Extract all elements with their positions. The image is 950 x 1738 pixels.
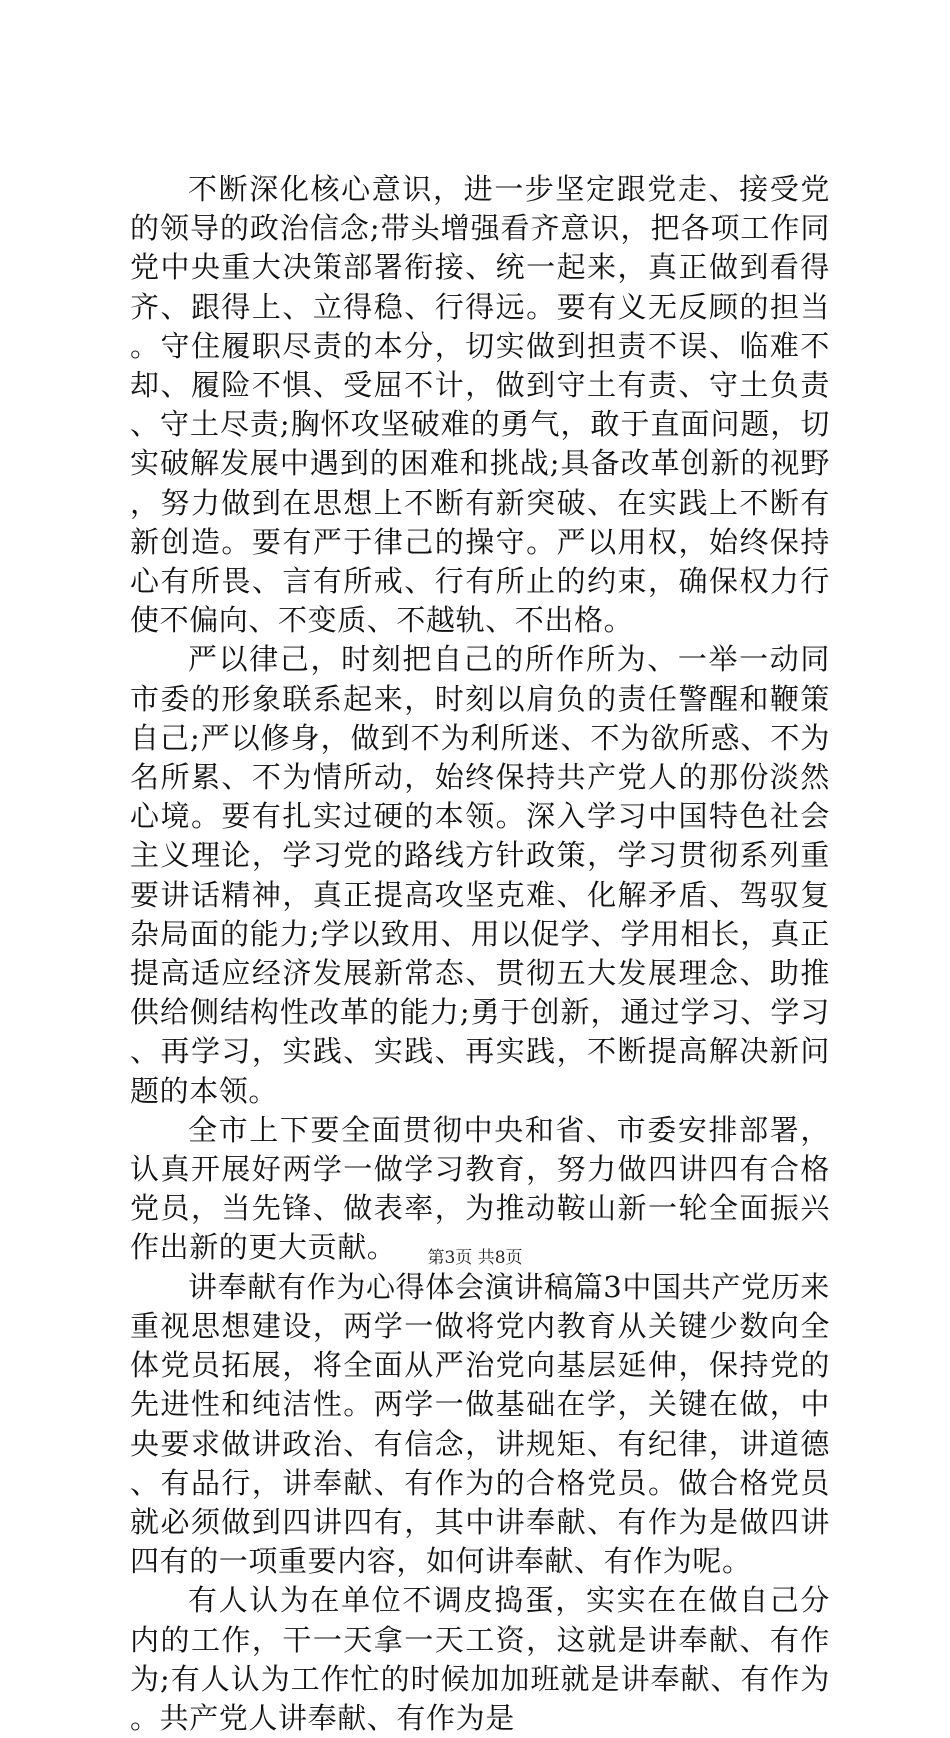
paragraph-3: 全市上下要全面贯彻中央和省、市委安排部署，认真开展好两学一做学习教育，努力做四讲四有合格党员，当先锋、做表率，为推动鞍山新一轮全面振兴作出新的更大贡献。 — [130, 1112, 830, 1265]
paragraph-4: 讲奉献有作为心得体会演讲稿篇3中国共产党历来重视思想建设，两学一做将党内教育从关键少数向全体党员拓展，将全面从严治党向基层延伸，保持党的先进性和纯洁性。两学一做基础在学，关键在做，中央要求做讲政治、有信念，讲规矩、有纪律，讲道德、有品行，讲奉献、有作为的合格党员。做合格党员就必须做到四讲四有，其中讲奉献、有作为是做四讲四有的一项重要内容，如何讲奉献、有作为呢。 — [130, 1269, 830, 1579]
paragraph-1: 不断深化核心意识，进一步坚定跟党走、接受党的领导的政治信念;带头增强看齐意识，把各项工作同党中央重大决策部署衔接、统一起来，真正做到看得齐、跟得上、立得稳、行得远。要有义无反顾的担当。守住履职尽责的本分，切实做到担责不误、临难不却、履险不惧、受屈不计，做到守土有责、守土负责、守土尽责;胸怀攻坚破难的勇气，敢于直面问题，切实破解发展中遇到的困难和挑战;具备改革创新的视野，努力做到在思想上不断有新突破、在实践上不断有新创造。要有严于律己的操守。严以用权，始终保持心有所畏、言有所戒、行有所止的约束，确保权力行使不偏向、不变质、不越轨、不出格。 — [130, 172, 830, 638]
page-footer — [0, 1247, 950, 1269]
page-number-indicator: 第3页 共8页 — [427, 1248, 523, 1268]
paragraph-5: 有人认为在单位不调皮捣蛋，实实在在做自己分内的工作，干一天拿一天工资，这就是讲奉献、有作为;有人认为工作忙的时候加加班就是讲奉献、有作为。共产党人讲奉献、有作为是 — [130, 1583, 830, 1735]
paragraph-2: 严以律己，时刻把自己的所作所为、一举一动同市委的形象联系起来，时刻以肩负的责任警醒和鞭策自己;严以修身，做到不为利所迷、不为欲所惑、不为名所累、不为情所动，始终保持共产党人的那份淡然心境。要有扎实过硬的本领。深入学习中国特色社会主义理论，学习党的路线方针政策，学习贯彻系列重要讲话精神，真正提高攻坚克难、化解矛盾、驾驭复杂局面的能力;学以致用、用以促学、学用相长，真正提高适应经济发展新常态、贯彻五大发展理念、助推供给侧结构性改革的能力;勇于创新，通过学习、学习、再学习，实践、实践、再实践，不断提高解决新问题的本领。 — [130, 642, 830, 1108]
document-body — [130, 170, 830, 1738]
